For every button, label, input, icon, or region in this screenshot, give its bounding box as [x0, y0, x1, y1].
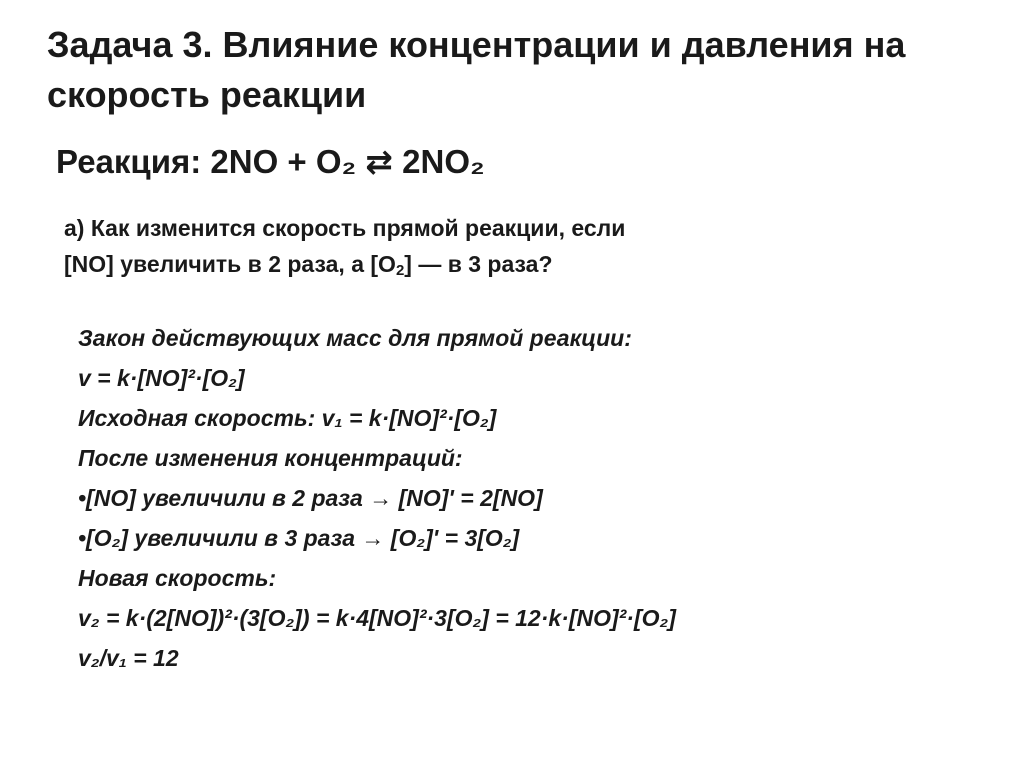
solution-line-mass-action-law: Закон действующих масс для прямой реакции:	[78, 325, 632, 351]
solution-line-no-increase: •[NO] увеличили в 2 раза → [NO]' = 2[NO]	[78, 485, 543, 511]
question-line-2-end: ] — в 3 раза?	[404, 251, 553, 277]
solution-line-new-rate-heading: Новая скорость:	[78, 565, 277, 591]
solution-block	[78, 318, 676, 678]
solution-line-rate-formula: v = k·[NO]²·[O₂]	[78, 365, 245, 391]
solution-line-initial-rate: Исходная скорость: v₁ = k·[NO]²·[O₂]	[78, 405, 497, 431]
oxygen-subscript: 2	[395, 262, 405, 279]
solution-line-after-change: После изменения концентраций:	[78, 445, 463, 471]
reaction-equation: Реакция: 2NO + O₂ ⇄ 2NO₂	[56, 143, 485, 180]
question-line-2	[64, 246, 625, 282]
slide-title: Задача 3. Влияние концентрации и давления на скорость реакции	[47, 24, 906, 115]
solution-line-new-rate-formula: v₂ = k·(2[NO])²·(3[O₂]) = k·4[NO]²·3[O₂] = 12·k·[NO]²·[O₂]	[78, 605, 676, 631]
question-line-1: а) Как изменится скорость прямой реакции, если	[64, 215, 626, 241]
solution-line-o2-increase: •[O₂] увеличили в 3 раза → [O₂]' = 3[O₂]	[78, 525, 520, 551]
question-line-2-start: [NO] увеличить в 2 раза, а [O	[64, 251, 396, 277]
solution-line-ratio: v₂/v₁ = 12	[78, 645, 179, 671]
question-block	[64, 210, 625, 282]
